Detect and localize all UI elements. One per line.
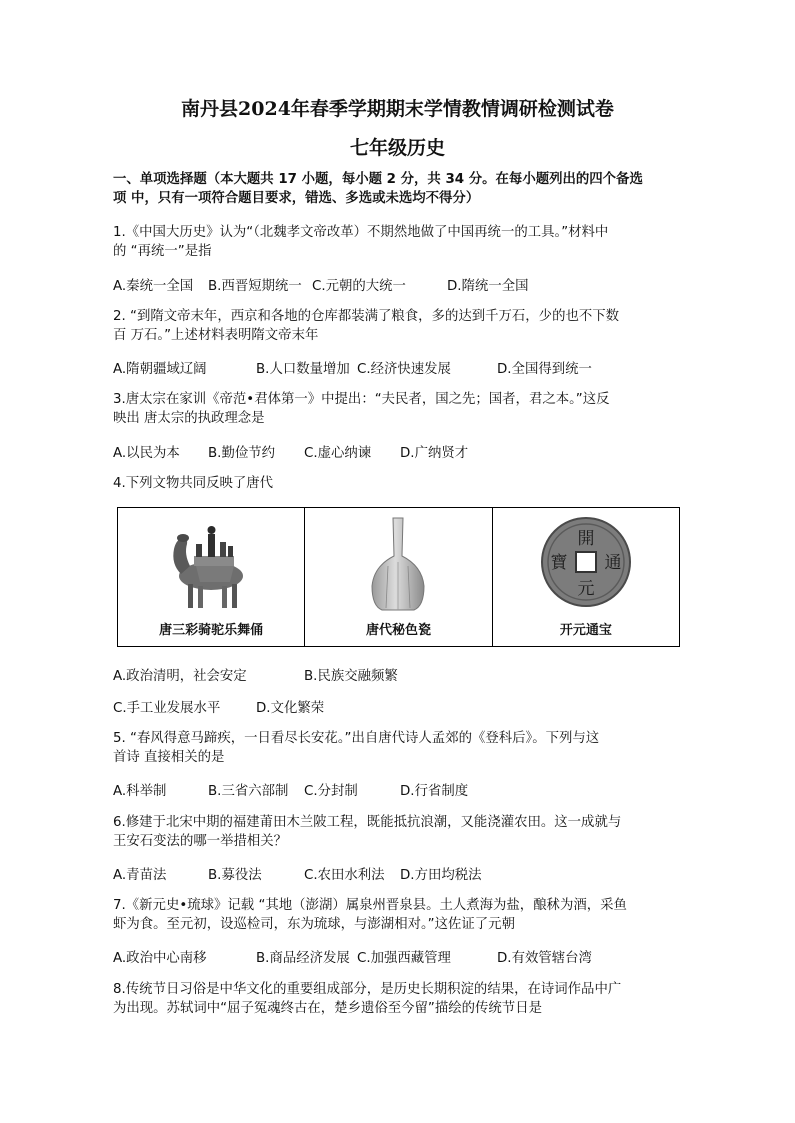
q5-stem-line2: 首诗 直接相关的是 xyxy=(113,750,225,765)
q6-option-d: D.方田均税法 xyxy=(400,868,482,883)
q6-stem-line1: 6.修建于北宋中期的福建莆田木兰陂工程，既能抵抗浪潮，又能浇灌农田。这一成就与 xyxy=(113,815,622,830)
q2-option-c: C.经济快速发展 xyxy=(357,362,451,377)
q1-stem-line1: 1.《中国大历史》认为“（北魏孝文帝改革）不期然地做了中国再统一的工具。”材料中 xyxy=(113,225,609,240)
q7-option-b: B.商品经济发展 xyxy=(256,951,350,966)
q3-stem-line1: 3.唐太宗在家训《帝范•君体第一》中提出：“夫民者，国之先；国者，君之本。”这反 xyxy=(113,392,610,407)
q4-stem-line1: 4.下列文物共同反映了唐代 xyxy=(113,476,274,491)
artifact-caption-camel: 唐三彩骑驼乐舞俑 xyxy=(159,623,264,638)
q2-option-b: B.人口数量增加 xyxy=(256,362,350,377)
q3-option-d: D.广纳贤才 xyxy=(400,446,469,461)
q8-stem-line1: 8.传统节日习俗是中华文化的重要组成部分，是历史长期积淀的结果，在诗词作品中广 xyxy=(113,982,622,997)
coin-char-right: 通 xyxy=(604,553,622,573)
q3-option-a: A.以民为本 xyxy=(113,446,180,461)
exam-subtitle: 七年级历史 xyxy=(349,137,445,159)
artifact-cell-porcelain xyxy=(305,508,492,646)
porcelain-vase-image xyxy=(358,514,438,614)
exam-title: 南丹县2024年春季学期期末学情教情调研检测试卷 xyxy=(181,98,614,120)
q5-option-c: C.分封制 xyxy=(304,784,358,799)
q6-option-a: A.青苗法 xyxy=(113,868,167,883)
coin-char-top: 開 xyxy=(577,529,595,549)
q2-stem-line1: 2. “到隋文帝末年，西京和各地的仓库都装满了粮食，多的达到千万石，少的也不下数 xyxy=(113,309,620,324)
q4-option-a: A.政治清明，社会安定 xyxy=(113,669,247,684)
q3-option-b: B.勤俭节约 xyxy=(208,446,276,461)
q1-option-c: C.元朝的大统一 xyxy=(312,279,406,294)
q6-option-b: B.募役法 xyxy=(208,868,262,883)
q4-option-b: B.民族交融频繁 xyxy=(304,669,398,684)
q6-option-c: C.农田水利法 xyxy=(304,868,385,883)
q8-stem-line2: 为出现。苏轼词中“屈子冤魂终古在，楚乡遗俗至今留”描绘的传统节日是 xyxy=(113,1001,542,1016)
q5-stem-line1: 5. “春风得意马蹄疾，一日看尽长安花。”出自唐代诗人孟郊的《登科后》。下列与这 xyxy=(113,731,600,746)
artifact-cell-coin xyxy=(493,508,679,646)
section-instruction-line1: 一、单项选择题（本大题共 17 小题，每小题 2 分，共 34 分。在每小题列出的四个备选 xyxy=(113,172,643,187)
q2-stem-line2: 百 万石。”上述材料表明隋文帝末年 xyxy=(113,328,319,343)
section-instruction-line2: 项 中，只有一项符合题目要求，错选、多选或未选均不得分） xyxy=(113,191,480,206)
q1-option-a: A.秦统一全国 xyxy=(113,279,194,294)
q7-stem-line1: 7.《新元史•琉球》记载 “其地（澎湖）属泉州晋泉县。土人煮海为盐，酿秫为酒，采鱼 xyxy=(113,898,627,913)
kaiyuan-coin-image xyxy=(538,514,634,610)
camel-figurine-image xyxy=(156,514,266,614)
artifact-caption-coin: 开元通宝 xyxy=(559,623,612,638)
q3-option-c: C.虚心纳谏 xyxy=(304,446,372,461)
q3-stem-line2: 映出 唐太宗的执政理念是 xyxy=(113,411,265,426)
q2-option-d: D.全国得到统一 xyxy=(497,362,592,377)
coin-char-left: 寶 xyxy=(550,553,568,573)
q4-option-d: D.文化繁荣 xyxy=(256,701,325,716)
artifact-caption-porcelain: 唐代秘色瓷 xyxy=(365,623,431,638)
q7-option-a: A.政治中心南移 xyxy=(113,951,207,966)
q7-stem-line2: 虾为食。至元初，设巡检司，东为琉球，与澎湖相对。”这佐证了元朝 xyxy=(113,917,515,932)
q6-stem-line2: 王安石变法的哪一举措相关？ xyxy=(113,834,288,849)
artifact-cell-camel xyxy=(118,508,305,646)
q2-option-a: A.隋朝疆域辽阔 xyxy=(113,362,207,377)
q7-option-d: D.有效管辖台湾 xyxy=(497,951,592,966)
q4-option-c: C.手工业发展水平 xyxy=(113,701,221,716)
artifact-table xyxy=(117,507,680,647)
coin-char-bottom: 元 xyxy=(577,579,595,599)
q7-option-c: C.加强西藏管理 xyxy=(357,951,451,966)
q1-option-d: D.隋统一全国 xyxy=(447,279,529,294)
q5-option-b: B.三省六部制 xyxy=(208,784,289,799)
q5-option-a: A.科举制 xyxy=(113,784,167,799)
q1-option-b: B.西晋短期统一 xyxy=(208,279,302,294)
q5-option-d: D.行省制度 xyxy=(400,784,469,799)
q1-stem-line2: 的 “再统一”是指 xyxy=(113,244,212,259)
